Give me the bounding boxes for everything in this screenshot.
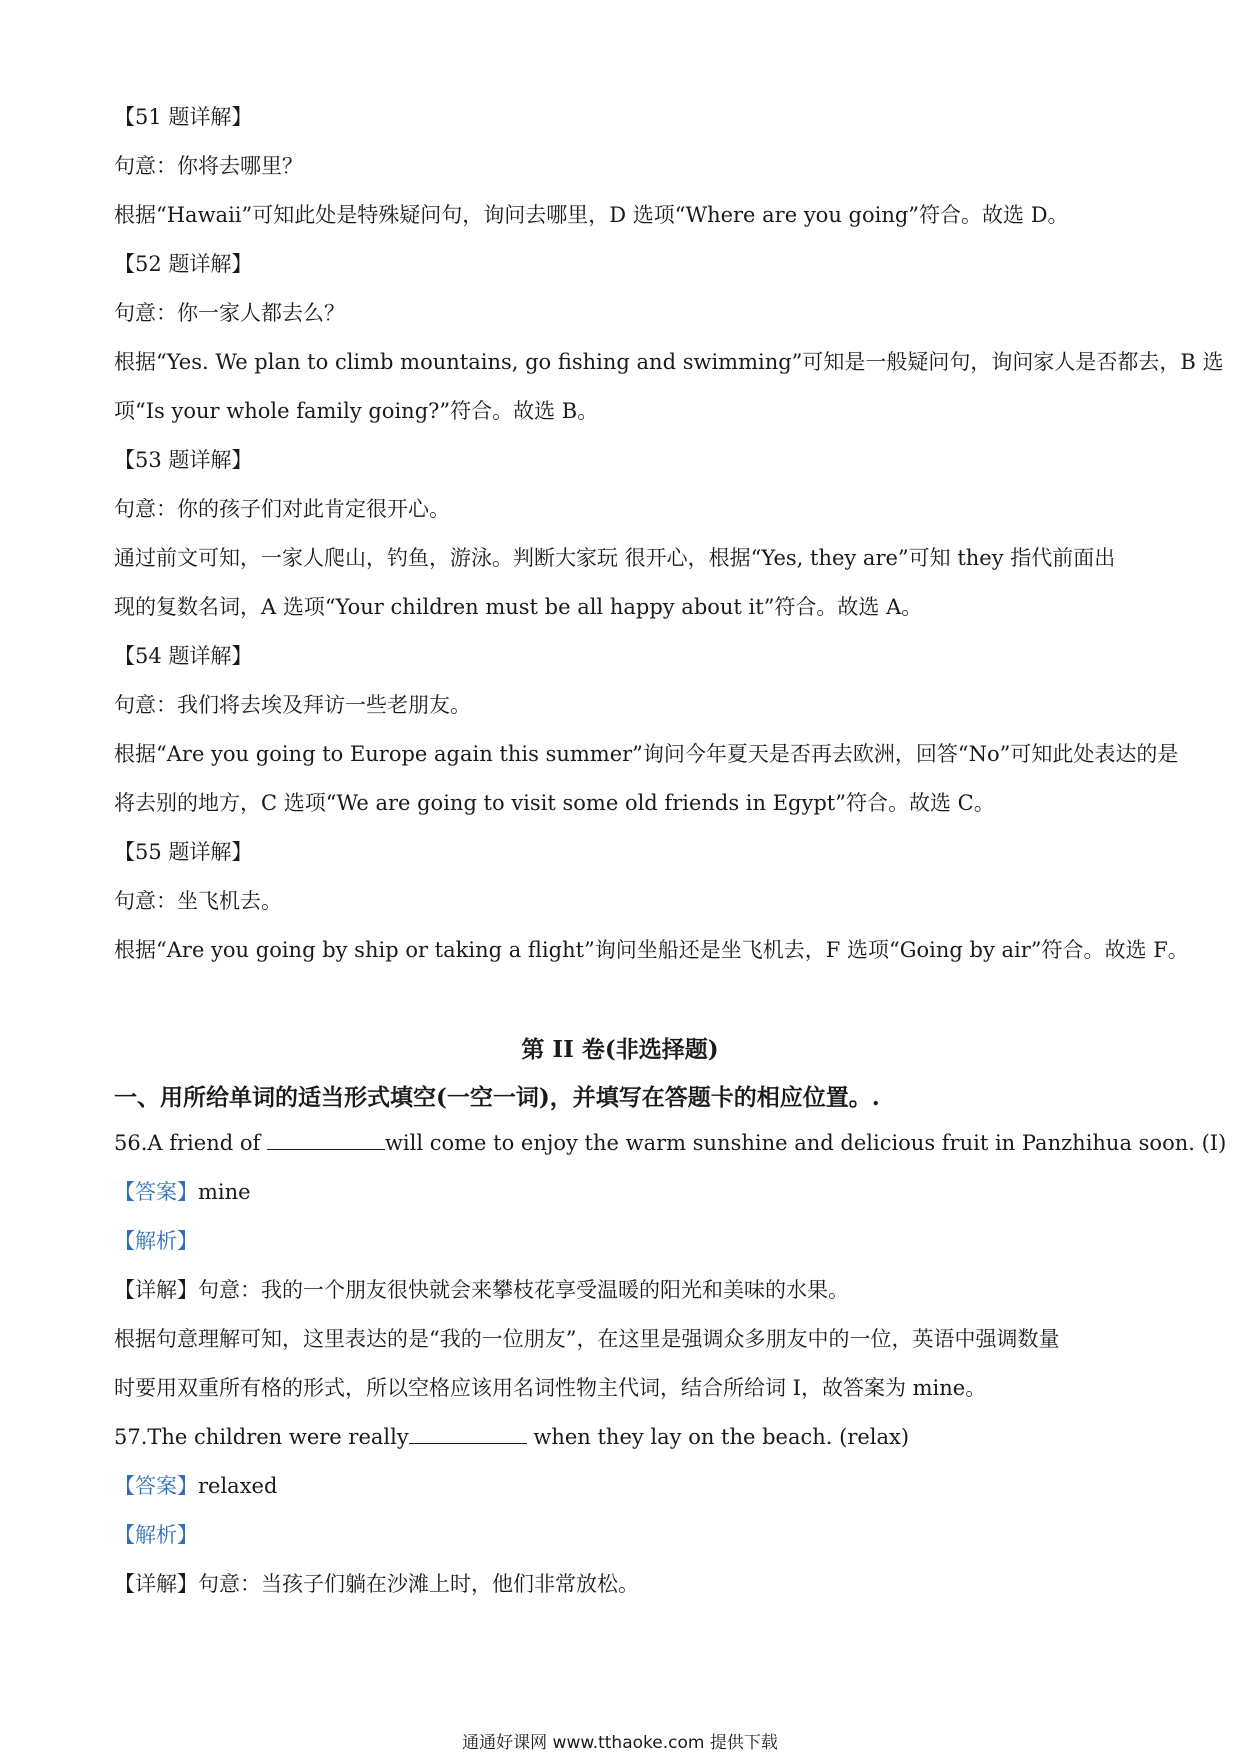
q56-detail-line-1: 根据句意理解可知，这里表达的是“我的一位朋友”，在这里是强调众多朋友中的一位，英语中强调数量 — [114, 1327, 1060, 1351]
q57-stem — [114, 1422, 1132, 1452]
q57-stem-after: when they lay on the beach. (relax) — [526, 1425, 910, 1449]
q51-heading: 【51 题详解】 — [114, 105, 253, 129]
q52-meaning: 句意：你一家人都去么？ — [114, 301, 345, 325]
q51-meaning: 句意：你将去哪里？ — [114, 154, 303, 178]
q57-answer — [114, 1471, 1132, 1501]
q54-explanation-line-2: 将去别的地方，C 选项“We are going to visit some old friends in Egypt”符合。故选 C。 — [114, 791, 995, 815]
part-title: 第 II 卷(非选择题) — [521, 1036, 719, 1063]
answer-label: 【答案】 — [114, 1180, 198, 1204]
q56-stem-after: will come to enjoy the warm sunshine and delicious fruit in Panzhihua soon. (I) — [384, 1131, 1227, 1155]
detail-label: 【详解】 — [114, 1278, 198, 1302]
q56-analysis-label: 【解析】 — [114, 1229, 198, 1253]
q56-answer — [114, 1177, 1132, 1207]
q54-explanation-line-1: 根据“Are you going to Europe again this summer”询问今年夏天是否再去欧洲，回答“No”可知此处表达的是 — [114, 742, 1179, 766]
q53-heading: 【53 题详解】 — [114, 448, 253, 472]
q52-heading: 【52 题详解】 — [114, 252, 253, 276]
section-heading: 一、用所给单词的适当形式填空(一空一词)，并填写在答题卡的相应位置。. — [114, 1084, 880, 1111]
q54-meaning: 句意：我们将去埃及拜访一些老朋友。 — [114, 693, 471, 717]
answer-value: relaxed — [198, 1474, 278, 1498]
q57-stem-before: 57.The children were really — [114, 1425, 409, 1449]
detail-meaning: 句意：我的一个朋友很快就会来攀枝花享受温暖的阳光和美味的水果。 — [198, 1278, 849, 1302]
answer-blank — [267, 1129, 385, 1150]
page-footer: 通通好课网 www.tthaoke.com 提供下载 — [462, 1733, 778, 1753]
q55-meaning: 句意：坐飞机去。 — [114, 889, 282, 913]
q55-explanation: 根据“Are you going by ship or taking a flight”询问坐船还是坐飞机去，F 选项“Going by air”符合。故选 F。 — [114, 938, 1189, 962]
q56-detail — [114, 1275, 1132, 1305]
q52-explanation-line-2: 项“Is your whole family going?”符合。故选 B。 — [114, 399, 599, 423]
q53-explanation-line-2: 现的复数名词，A 选项“Your children must be all happy about it”符合。故选 A。 — [114, 595, 923, 619]
q57-detail — [114, 1569, 1132, 1599]
q54-heading: 【54 题详解】 — [114, 644, 253, 668]
q53-explanation-line-1: 通过前文可知，一家人爬山，钓鱼，游泳。判断大家玩 很开心，根据“Yes, they are”可知 they 指代前面出 — [114, 546, 1116, 570]
q56-stem — [114, 1128, 1227, 1158]
q57-analysis-label: 【解析】 — [114, 1523, 198, 1547]
q51-explanation: 根据“Hawaii”可知此处是特殊疑问句，询问去哪里，D 选项“Where are you going”符合。故选 D。 — [114, 203, 1069, 227]
q53-meaning: 句意：你的孩子们对此肯定很开心。 — [114, 497, 450, 521]
answer-blank — [409, 1423, 527, 1444]
detail-meaning: 句意：当孩子们躺在沙滩上时，他们非常放松。 — [198, 1572, 639, 1596]
answer-value: mine — [198, 1180, 251, 1204]
detail-label: 【详解】 — [114, 1572, 198, 1596]
q52-explanation-line-1: 根据“Yes. We plan to climb mountains, go fishing and swimming”可知是一般疑问句，询问家人是否都去，B 选 — [114, 350, 1224, 374]
q55-heading: 【55 题详解】 — [114, 840, 253, 864]
answer-label: 【答案】 — [114, 1474, 198, 1498]
q56-stem-before: 56.A friend of — [114, 1131, 267, 1155]
q56-detail-line-2: 时要用双重所有格的形式，所以空格应该用名词性物主代词，结合所给词 I，故答案为 mine。 — [114, 1376, 987, 1400]
